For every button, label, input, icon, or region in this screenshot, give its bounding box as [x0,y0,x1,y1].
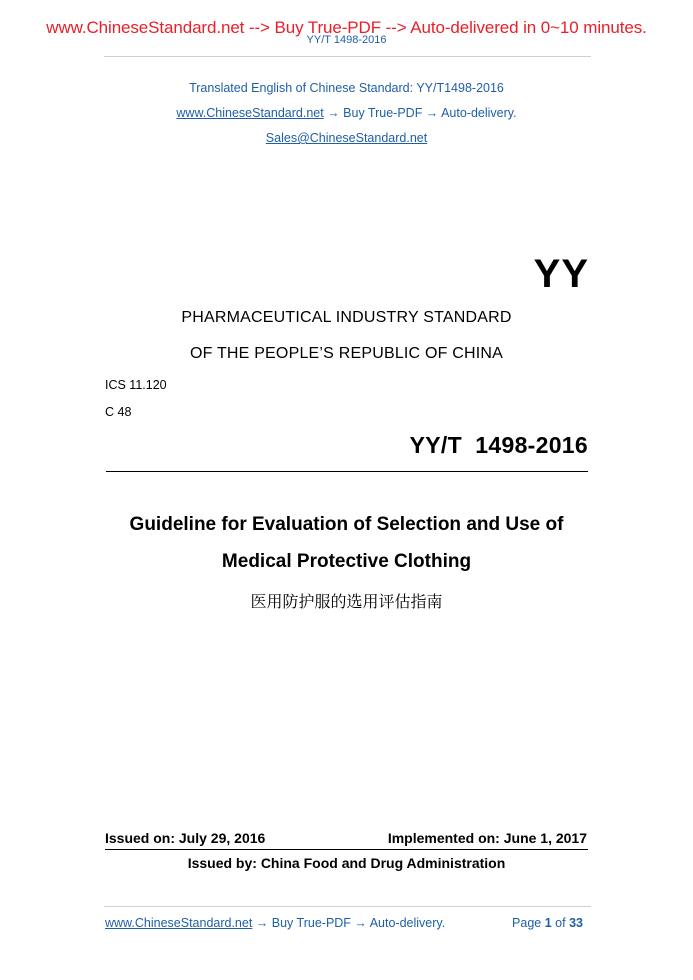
page-label: Page [512,916,542,930]
standard-type-line1: PHARMACEUTICAL INDUSTRY STANDARD [181,309,512,326]
page-of: of [555,916,566,930]
footer-buy-text: → Buy True-PDF → Auto-delivery. [252,916,446,930]
dates-divider [105,849,588,850]
footer-site-link[interactable]: www.ChineseStandard.net [105,916,253,930]
running-head: YY/T 1498-2016 [306,34,387,46]
footer-buy-line [105,916,445,930]
promo-banner[interactable]: www.ChineseStandard.net --> Buy True-PDF --> Auto-delivered in 0~10 minutes. [46,18,647,37]
translation-note: Translated English of Chinese Standard: YY/T1498-2016 [189,81,504,95]
ics-code: ICS 11.120 [105,378,167,392]
standard-logo: YY [533,252,589,296]
header-divider [104,56,591,57]
title-divider [106,471,588,472]
page-total: 33 [569,916,583,930]
issued-on-date: Issued on: July 29, 2016 [105,830,266,846]
footer-divider [104,906,591,907]
standard-type-line2: OF THE PEOPLE’S REPUBLIC OF CHINA [189,345,504,362]
title-chinese: 医用防护服的选用评估指南 [250,592,443,611]
implemented-on-date: Implemented on: June 1, 2017 [387,830,587,846]
page-current: 1 [544,916,552,930]
document-number: YY/T 1498-2016 [409,432,588,458]
issuing-authority: Issued by: China Food and Drug Administration [187,855,506,871]
ccs-code: C 48 [105,405,132,419]
email-line [0,131,693,145]
title-line1: Guideline for Evaluation of Selection and Use of [129,514,564,535]
sales-email-link[interactable]: Sales@ChineseStandard.net [265,131,428,145]
buy-pdf-line [0,106,693,120]
title-line2: Medical Protective Clothing [221,551,472,572]
site-link[interactable]: www.ChineseStandard.net [176,106,324,120]
buy-pdf-text: → Buy True-PDF → Auto-delivery. [323,106,517,120]
page-indicator [512,916,583,930]
